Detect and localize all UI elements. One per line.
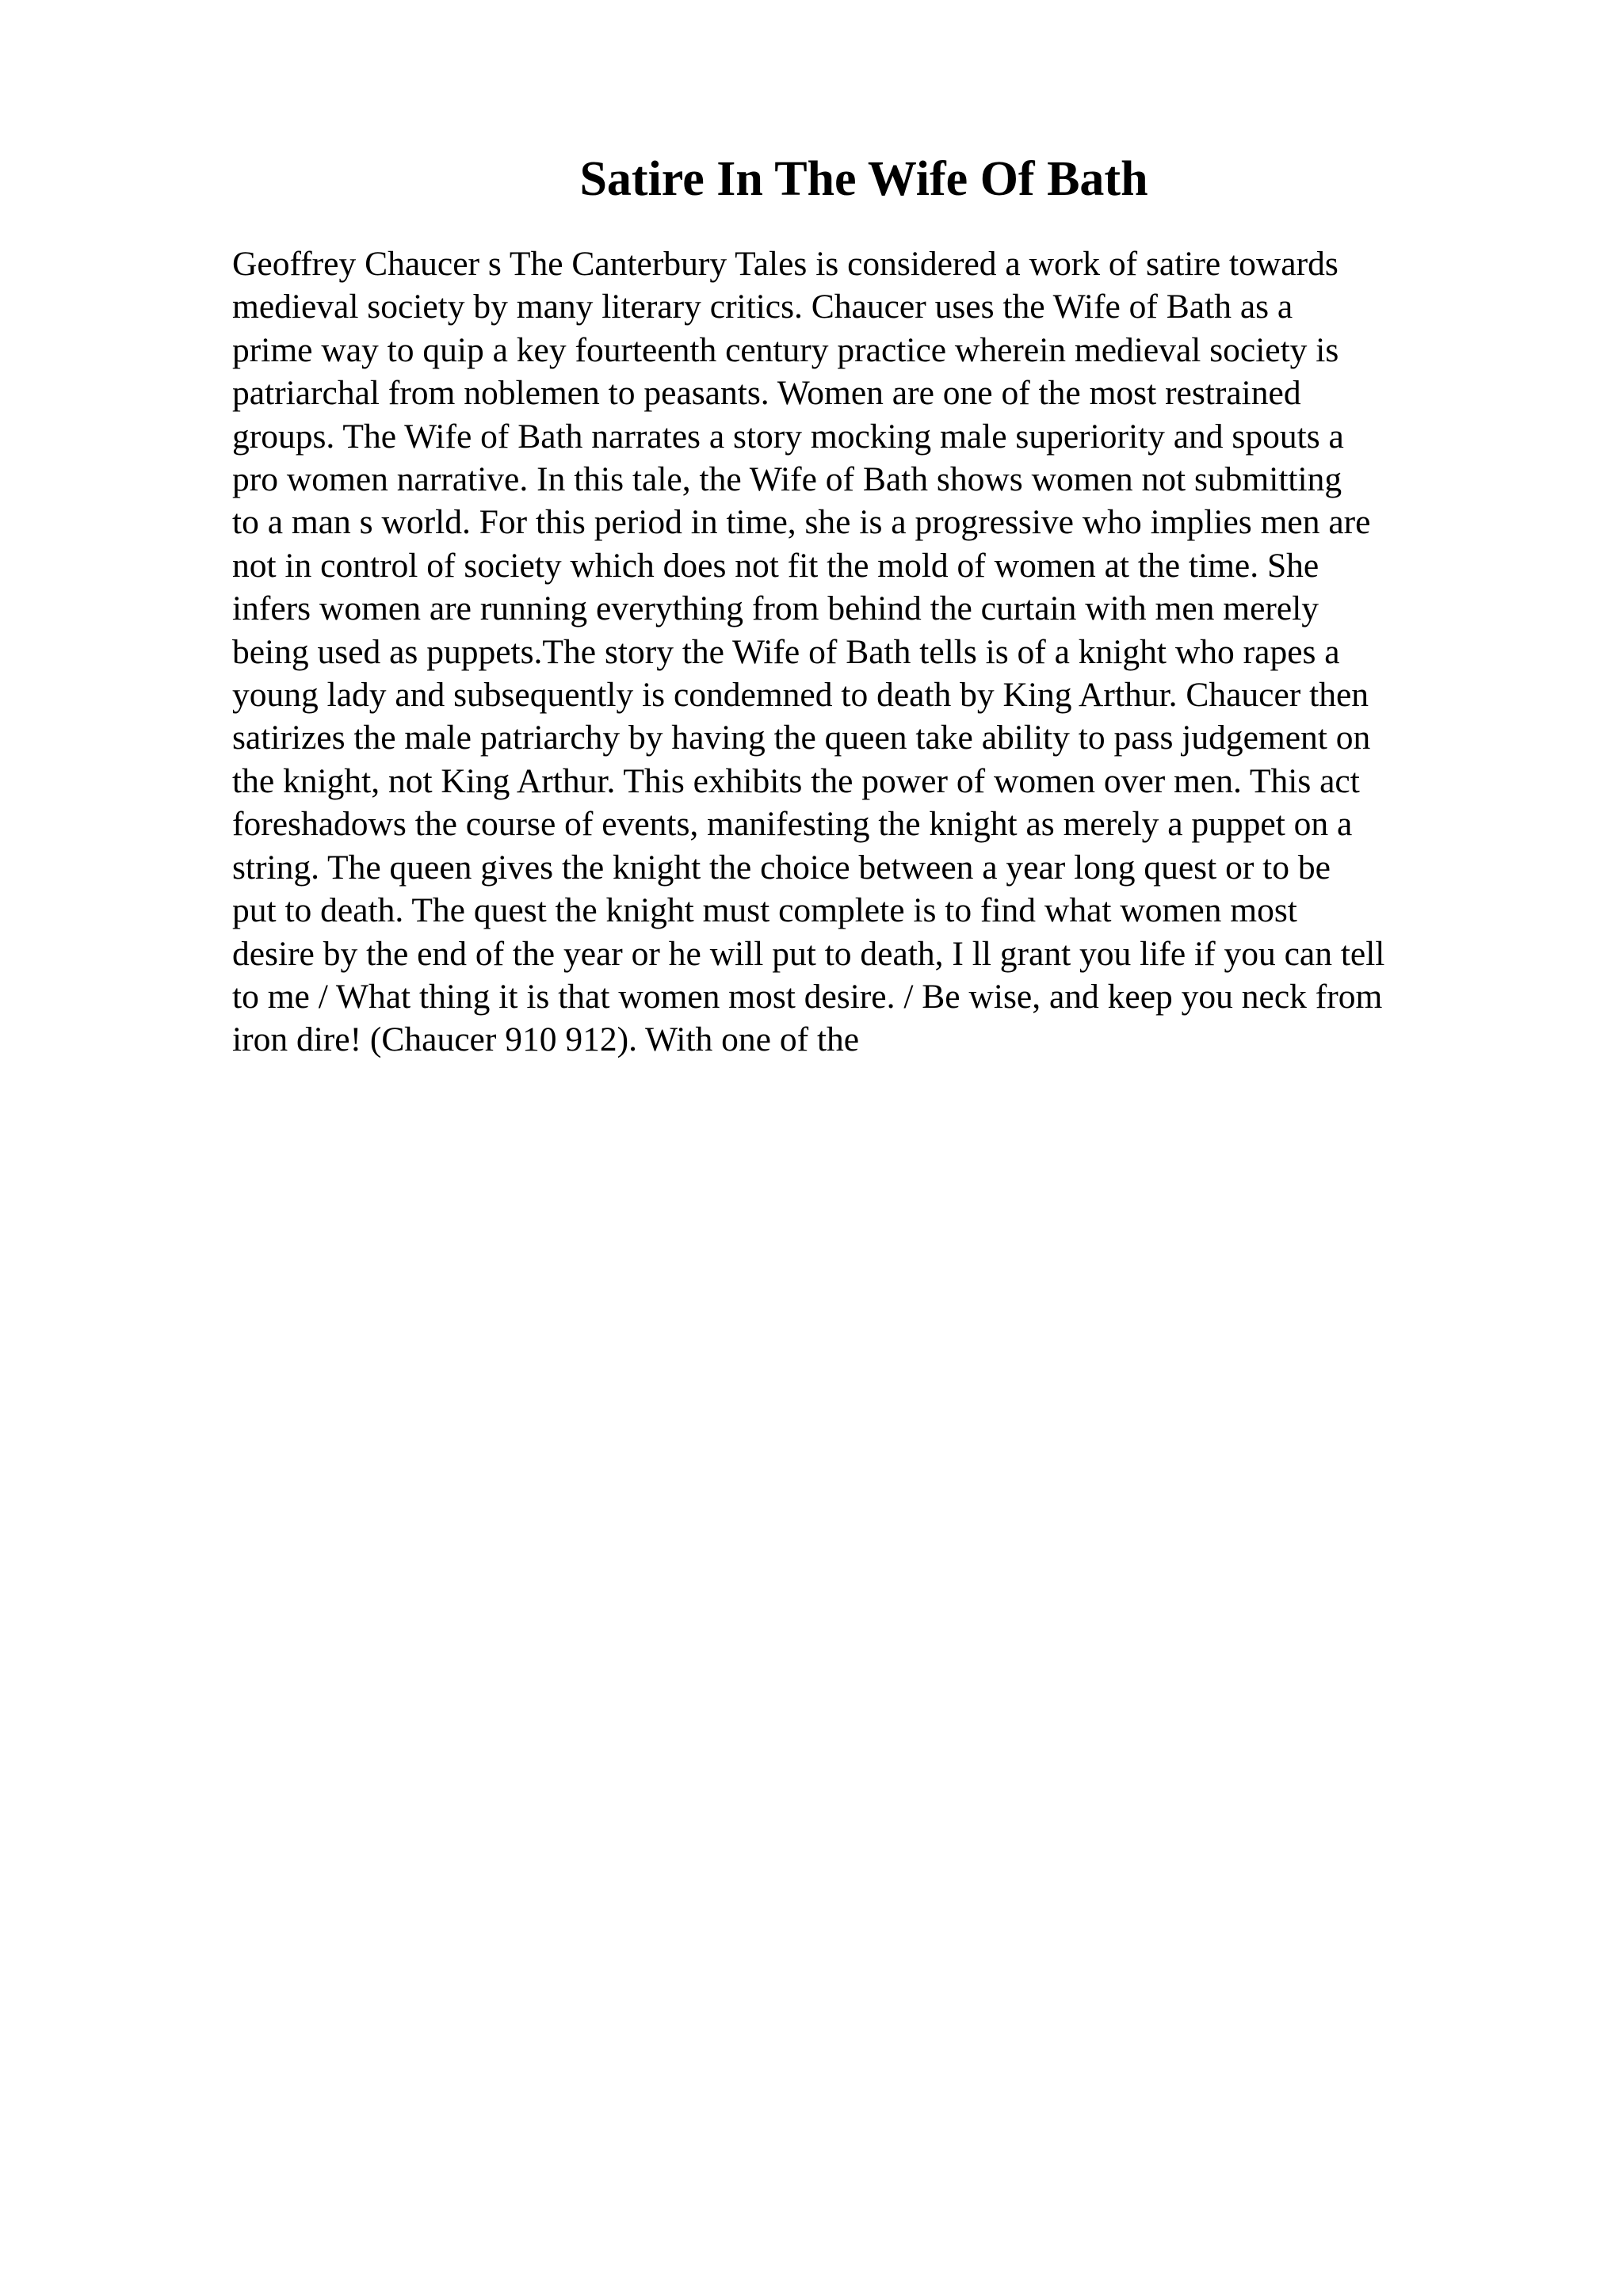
paragraph-line: medieval society by many literary critics. Chaucer uses the Wife of Bath as a	[232, 288, 1293, 326]
paragraph-line: the knight, not King Arthur. This exhibits the power of women over men. This act	[232, 761, 1360, 800]
paragraph-line: iron dire! (Chaucer 910 912). With one of the	[232, 1020, 860, 1059]
paragraph-line: desire by the end of the year or he will put to death, I ll grant you life if you can tell	[232, 934, 1385, 973]
paragraph-line: Geoffrey Chaucer s The Canterbury Tales is considered a work of satire towards	[232, 245, 1338, 283]
paragraph-line: being used as puppets.The story the Wife of Bath tells is of a knight who rapes a	[232, 632, 1340, 671]
paragraph-line: prime way to quip a key fourteenth century practice wherein medieval society is	[232, 330, 1339, 369]
body-paragraph	[232, 242, 1484, 1062]
document-title: Satire In The Wife Of Bath	[579, 152, 1148, 206]
paragraph-line: young lady and subsequently is condemned to death by King Arthur. Chaucer then	[232, 676, 1369, 715]
paragraph-line: satirizes the male patriarchy by having the queen take ability to pass judgement on	[232, 719, 1371, 757]
paragraph-line: groups. The Wife of Bath narrates a story mocking male superiority and spouts a	[232, 417, 1344, 456]
paragraph-line: to a man s world. For this period in time, she is a progressive who implies men are	[232, 503, 1371, 542]
paragraph-line: string. The queen gives the knight the choice between a year long quest or to be	[232, 848, 1331, 887]
paragraph-line: put to death. The quest the knight must complete is to find what women most	[232, 891, 1297, 930]
paragraph-line: to me / What thing it is that women most desire. / Be wise, and keep you neck from	[232, 977, 1383, 1016]
paragraph-line: pro women narrative. In this tale, the Wife of Bath shows women not submitting	[232, 460, 1342, 499]
paragraph-line: not in control of society which does not fit the mold of women at the time. She	[232, 546, 1319, 585]
paragraph-line: patriarchal from noblemen to peasants. Women are one of the most restrained	[232, 374, 1301, 413]
paragraph-line: infers women are running everything from behind the curtain with men merely	[232, 589, 1319, 628]
paragraph-line: foreshadows the course of events, manifesting the knight as merely a puppet on a	[232, 805, 1353, 844]
